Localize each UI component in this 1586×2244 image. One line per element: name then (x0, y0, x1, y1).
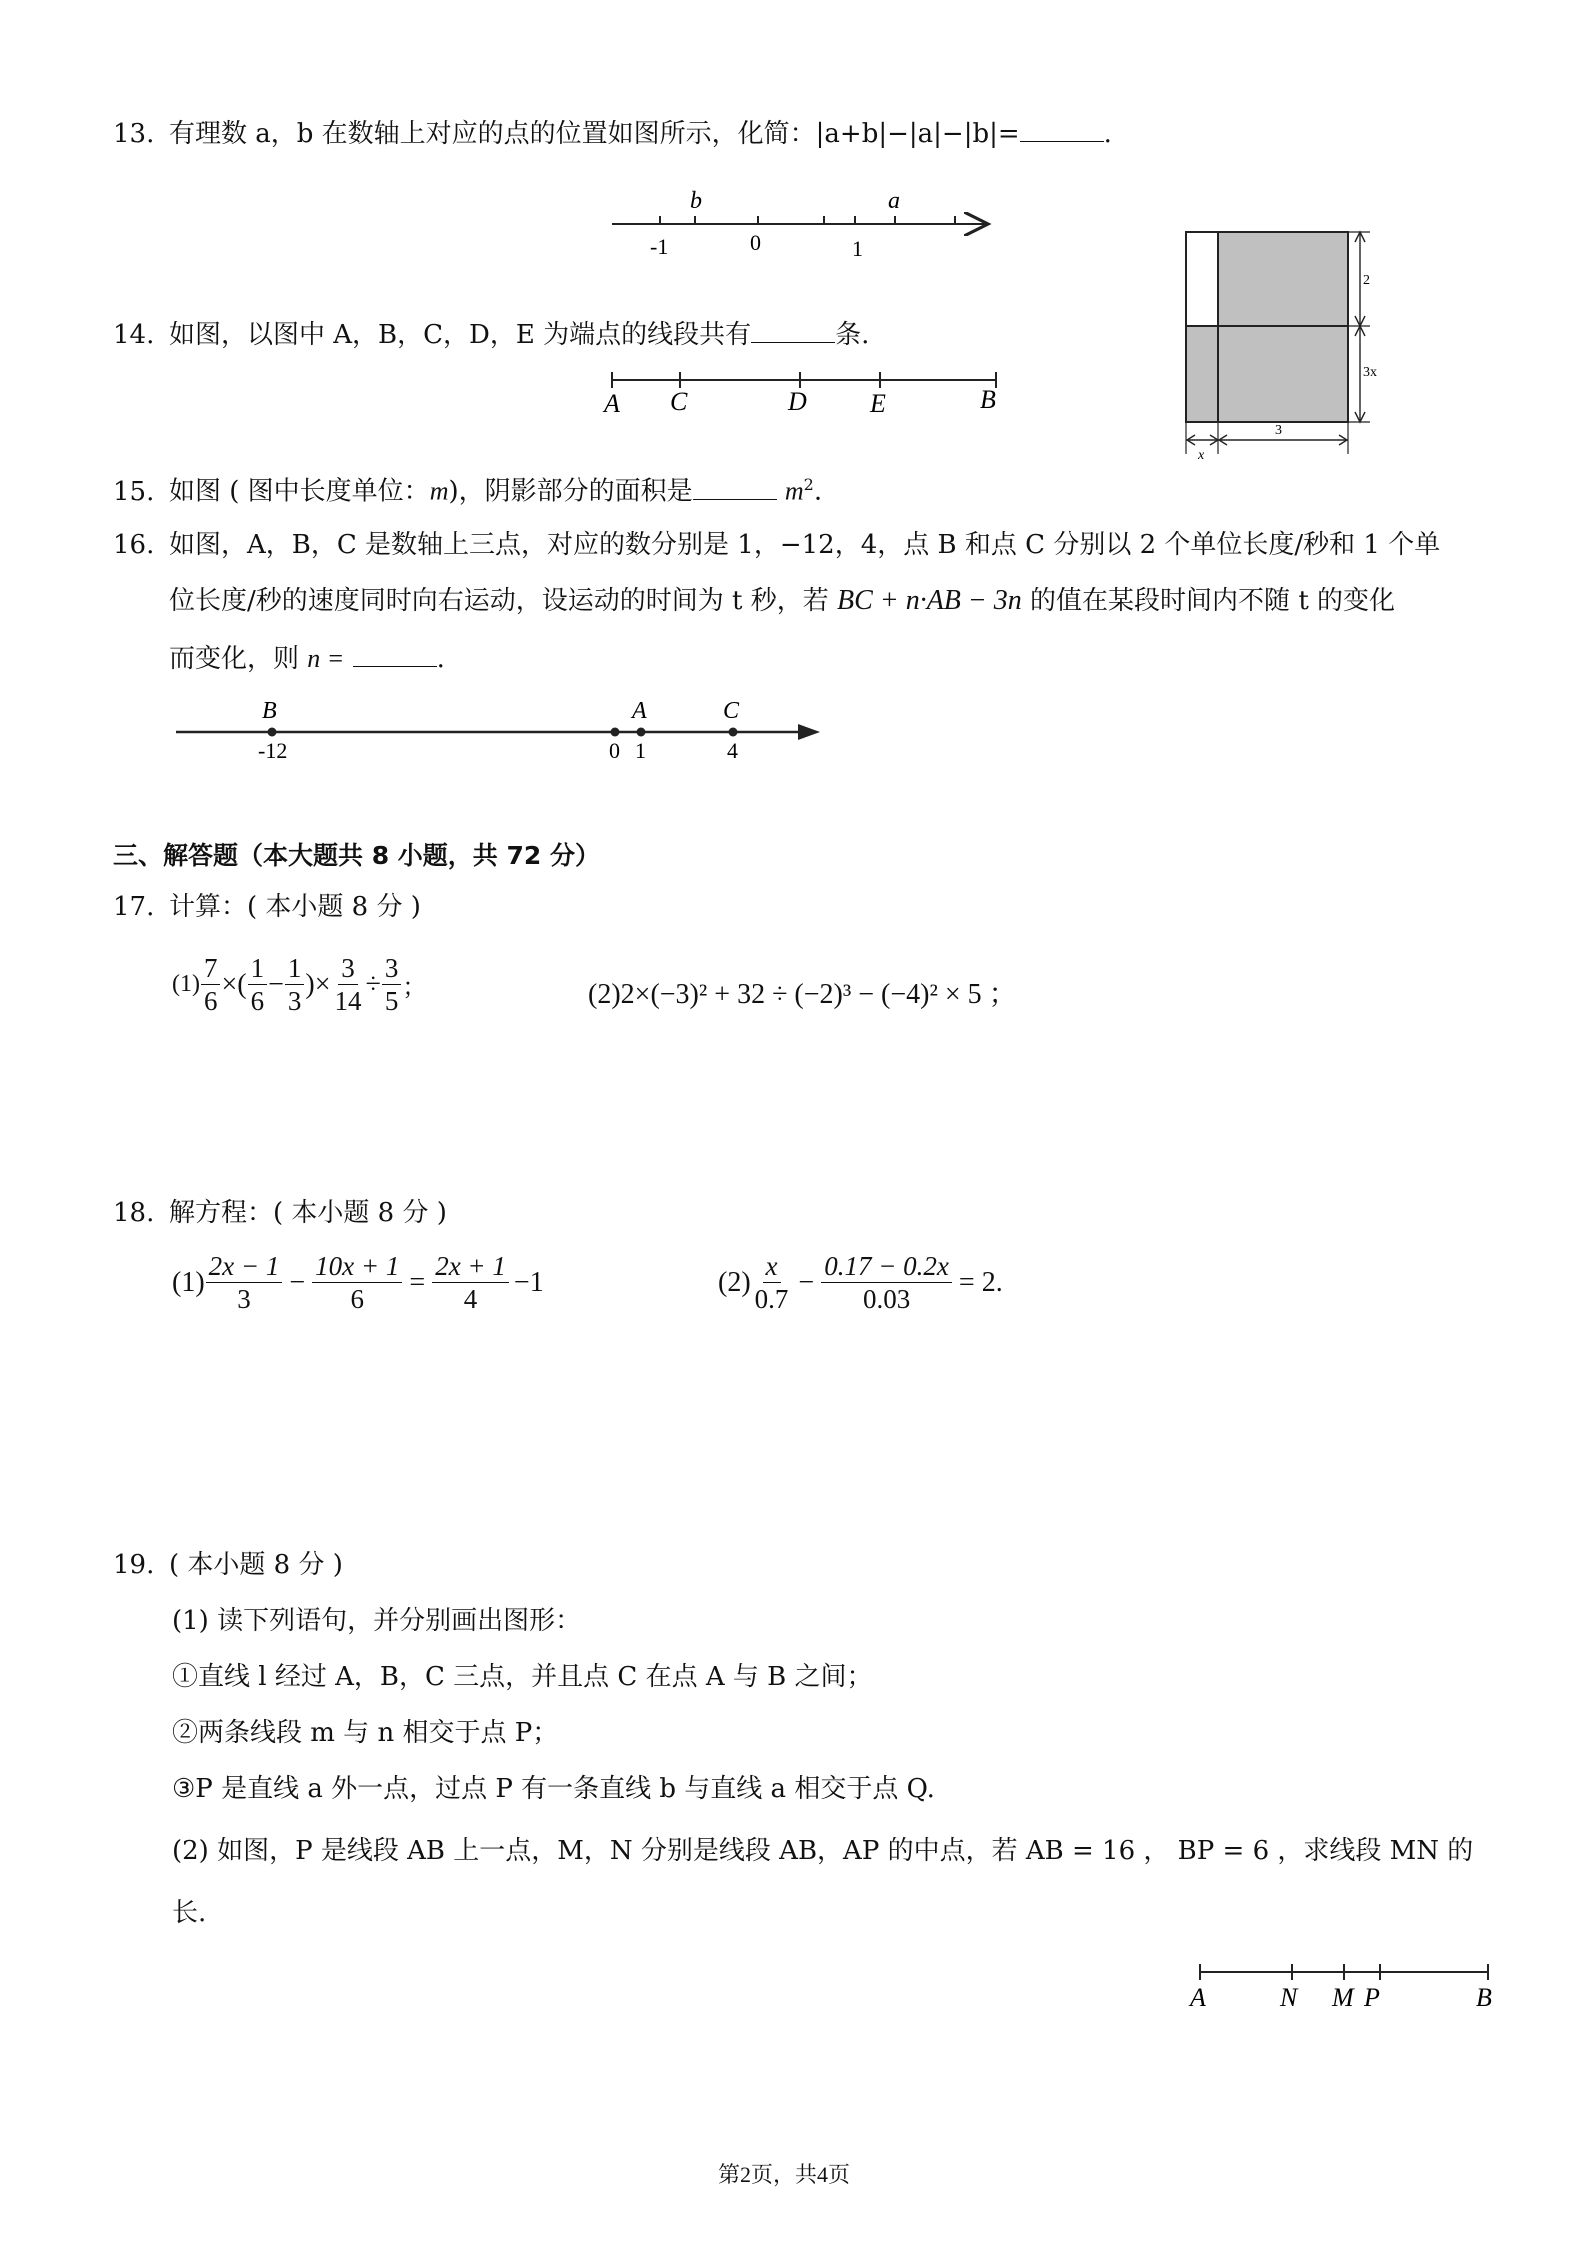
q13-number: 13. (113, 119, 155, 149)
q15-number: 15. (113, 476, 155, 507)
q13-tick-0: 0 (750, 230, 761, 255)
q13-end: . (1103, 119, 1112, 149)
q16-label-C: C (723, 698, 740, 724)
q14-point-C: C (670, 387, 688, 416)
q16-dot-C (729, 728, 738, 737)
q18-part2-equation (718, 1250, 1003, 1315)
q18-frac-c: $\frac{2x + 1}{4}$ (432, 1250, 509, 1315)
q19-statement-2: ②两条线段 m 与 n 相交于点 P； (172, 1718, 559, 1748)
q17-title-line (113, 890, 421, 924)
q19-part1: (1) 读下列语句，并分别画出图形： (172, 1606, 582, 1636)
q16-label-A: A (632, 698, 647, 724)
q14-answer-blank[interactable] (751, 316, 835, 343)
q18-title-line (113, 1196, 447, 1230)
q17-frac-3-5: $\frac{3}{5}$ (382, 952, 402, 1017)
q17-op3: )× (305, 968, 331, 1000)
q16-end: . (436, 644, 445, 674)
q14-segment-figure (590, 360, 1010, 420)
q16-expression: BC + n·AB − 3n (837, 585, 1022, 616)
q15-unit: m (429, 476, 449, 506)
q16-number-line (170, 690, 830, 770)
q19-statement-3: ③P 是直线 a 外一点，过点 P 有一条直线 b 与直线 a 相交于点 Q. (172, 1774, 935, 1804)
q19-part2-line2: 长. (172, 1898, 207, 1928)
q13-number-line (600, 178, 1000, 258)
q16-line2 (169, 584, 1395, 618)
q18-minus: − (289, 1266, 306, 1298)
q16-line1 (113, 528, 1440, 562)
q13-line (113, 115, 1112, 151)
q16-text-line3-pre: 而变化，则 (169, 644, 308, 674)
q17-frac-1-3: $\frac{1}{3}$ (285, 952, 305, 1017)
q16-value-4: 4 (727, 738, 738, 763)
q15-m: m (784, 476, 804, 506)
q17-part2-expression: (2)2×(−3)² + 32 ÷ (−2)³ − (−4)² × 5 ； (588, 979, 1017, 1010)
q15-sup: 2 (803, 475, 814, 494)
q17-frac-3-14: $\frac{3}{14}$ (334, 953, 362, 1016)
q13-tick-minus1: -1 (650, 234, 669, 258)
q16-dot-B (268, 728, 277, 737)
q15-dim-x: x (1198, 448, 1205, 463)
q15-dim-3x: 3x (1363, 365, 1377, 380)
q19-title-line (113, 1548, 343, 1582)
q19-number: 19. (113, 1550, 155, 1580)
q19-point-N: N (1280, 1983, 1298, 2012)
q16-text-line2-post: 的值在某段时间内不随 t 的变化 (1021, 586, 1396, 616)
q13-text: 有理数 a，b 在数轴上对应的点的位置如图所示，化简：|a+b|−|a|−|b|= (169, 119, 1020, 149)
q18-part1-equation (172, 1250, 544, 1315)
q18-tail: −1 (513, 1266, 544, 1298)
q16-number: 16. (113, 530, 155, 560)
q16-dot-A (637, 728, 646, 737)
page-footer: 第2页，共4页 (718, 2162, 851, 2187)
q16-value-minus12: -12 (258, 738, 288, 763)
q16-text-line2-pre: 位长度/秒的速度同时向右运动，设运动的时间为 t 秒，若 (169, 586, 838, 616)
q17-number: 17. (113, 892, 155, 922)
q16-value-0: 0 (609, 738, 620, 763)
q16-dot-0 (611, 728, 620, 737)
q19-point-M: M (1332, 1983, 1354, 2012)
q17-part1-end: ； (402, 973, 427, 1001)
q16-answer-blank[interactable] (353, 640, 437, 667)
q16-text-line1: 如图，A，B，C 是数轴上三点，对应的数分别是 1，−12，4，点 B 和点 C 分别以 2 个单位长度/秒和 1 个单 (169, 530, 1441, 560)
q15-dim-2: 2 (1363, 273, 1370, 288)
q14-number: 14. (113, 320, 155, 350)
q14-text-pre: 如图，以图中 A，B，C，D，E 为端点的线段共有 (169, 320, 752, 350)
q18-frac-e: $\frac{0.17 - 0.2x}{0.03}$ (821, 1250, 952, 1315)
q15-rectangle-figure (1170, 228, 1390, 463)
q14-line (113, 316, 869, 352)
q15-text-pre: 如图 ( 图中长度单位： (169, 476, 430, 507)
q19-statement-1: ①直线 l 经过 A，B，C 三点，并且点 C 在点 A 与 B 之间； (172, 1662, 873, 1692)
q14-point-D: D (788, 387, 807, 416)
q14-point-E: E (870, 389, 886, 418)
q13-label-a: a (888, 188, 900, 214)
q18-part1-label: (1) (172, 1266, 205, 1298)
q19-point-A: A (1190, 1983, 1206, 2012)
q13-tick-1: 1 (852, 236, 863, 258)
q14-point-B: B (980, 385, 996, 414)
section-3-heading: 三、解答题（本大题共 8 小题，共 72 分） (113, 841, 601, 870)
q18-number: 18. (113, 1198, 155, 1228)
q18-frac-a: $\frac{2x - 1}{3}$ (206, 1250, 283, 1315)
q19-title: ( 本小题 8 分 ) (169, 1550, 343, 1580)
q17-title: 计算：( 本小题 8 分 ) (169, 892, 421, 922)
q19-point-B: B (1476, 1983, 1492, 2012)
q15-answer-blank[interactable] (693, 473, 777, 500)
q14-point-A: A (604, 389, 620, 418)
q17-op4: ÷ (365, 968, 381, 1000)
q18-frac-d: $\frac{x}{0.7}$ (754, 1251, 789, 1314)
q18-tail2: = 2. (958, 1266, 1003, 1298)
q16-n-eq: n = (307, 644, 345, 673)
q17-op2: − (268, 968, 284, 1000)
q19-part2-line1: (2) 如图，P 是线段 AB 上一点，M，N 分别是线段 AB，AP 的中点，若 AB = 16 ， BP = 6 ，求线段 MN 的 (172, 1836, 1474, 1866)
q18-title: 解方程：( 本小题 8 分 ) (169, 1198, 447, 1228)
q18-minus2: − (798, 1266, 815, 1298)
q14-text-post: 条. (835, 320, 870, 350)
q17-part1-label: (1) (172, 971, 200, 997)
q15-line (113, 468, 822, 509)
q18-part2-label: (2) (718, 1266, 751, 1298)
q15-end: . (813, 476, 823, 507)
q18-equals: = (409, 1266, 426, 1298)
q16-line3 (169, 640, 445, 676)
q15-dim-3: 3 (1275, 423, 1282, 438)
q16-label-B: B (262, 698, 277, 724)
q17-frac-7-6: $\frac{7}{6}$ (201, 952, 221, 1017)
q16-value-1: 1 (635, 738, 646, 763)
q15-text-mid: )，阴影部分的面积是 (448, 476, 693, 507)
q13-label-b: b (690, 188, 702, 214)
q17-part1-expression (172, 952, 426, 1017)
q13-answer-blank[interactable] (1020, 115, 1104, 142)
q17-frac-1-6: $\frac{1}{6}$ (248, 952, 268, 1017)
q18-frac-b: $\frac{10x + 1}{6}$ (312, 1250, 402, 1315)
q19-segment-figure (1180, 1950, 1500, 2020)
q17-op1: ×( (221, 968, 247, 1000)
q19-point-P: P (1364, 1983, 1380, 2012)
